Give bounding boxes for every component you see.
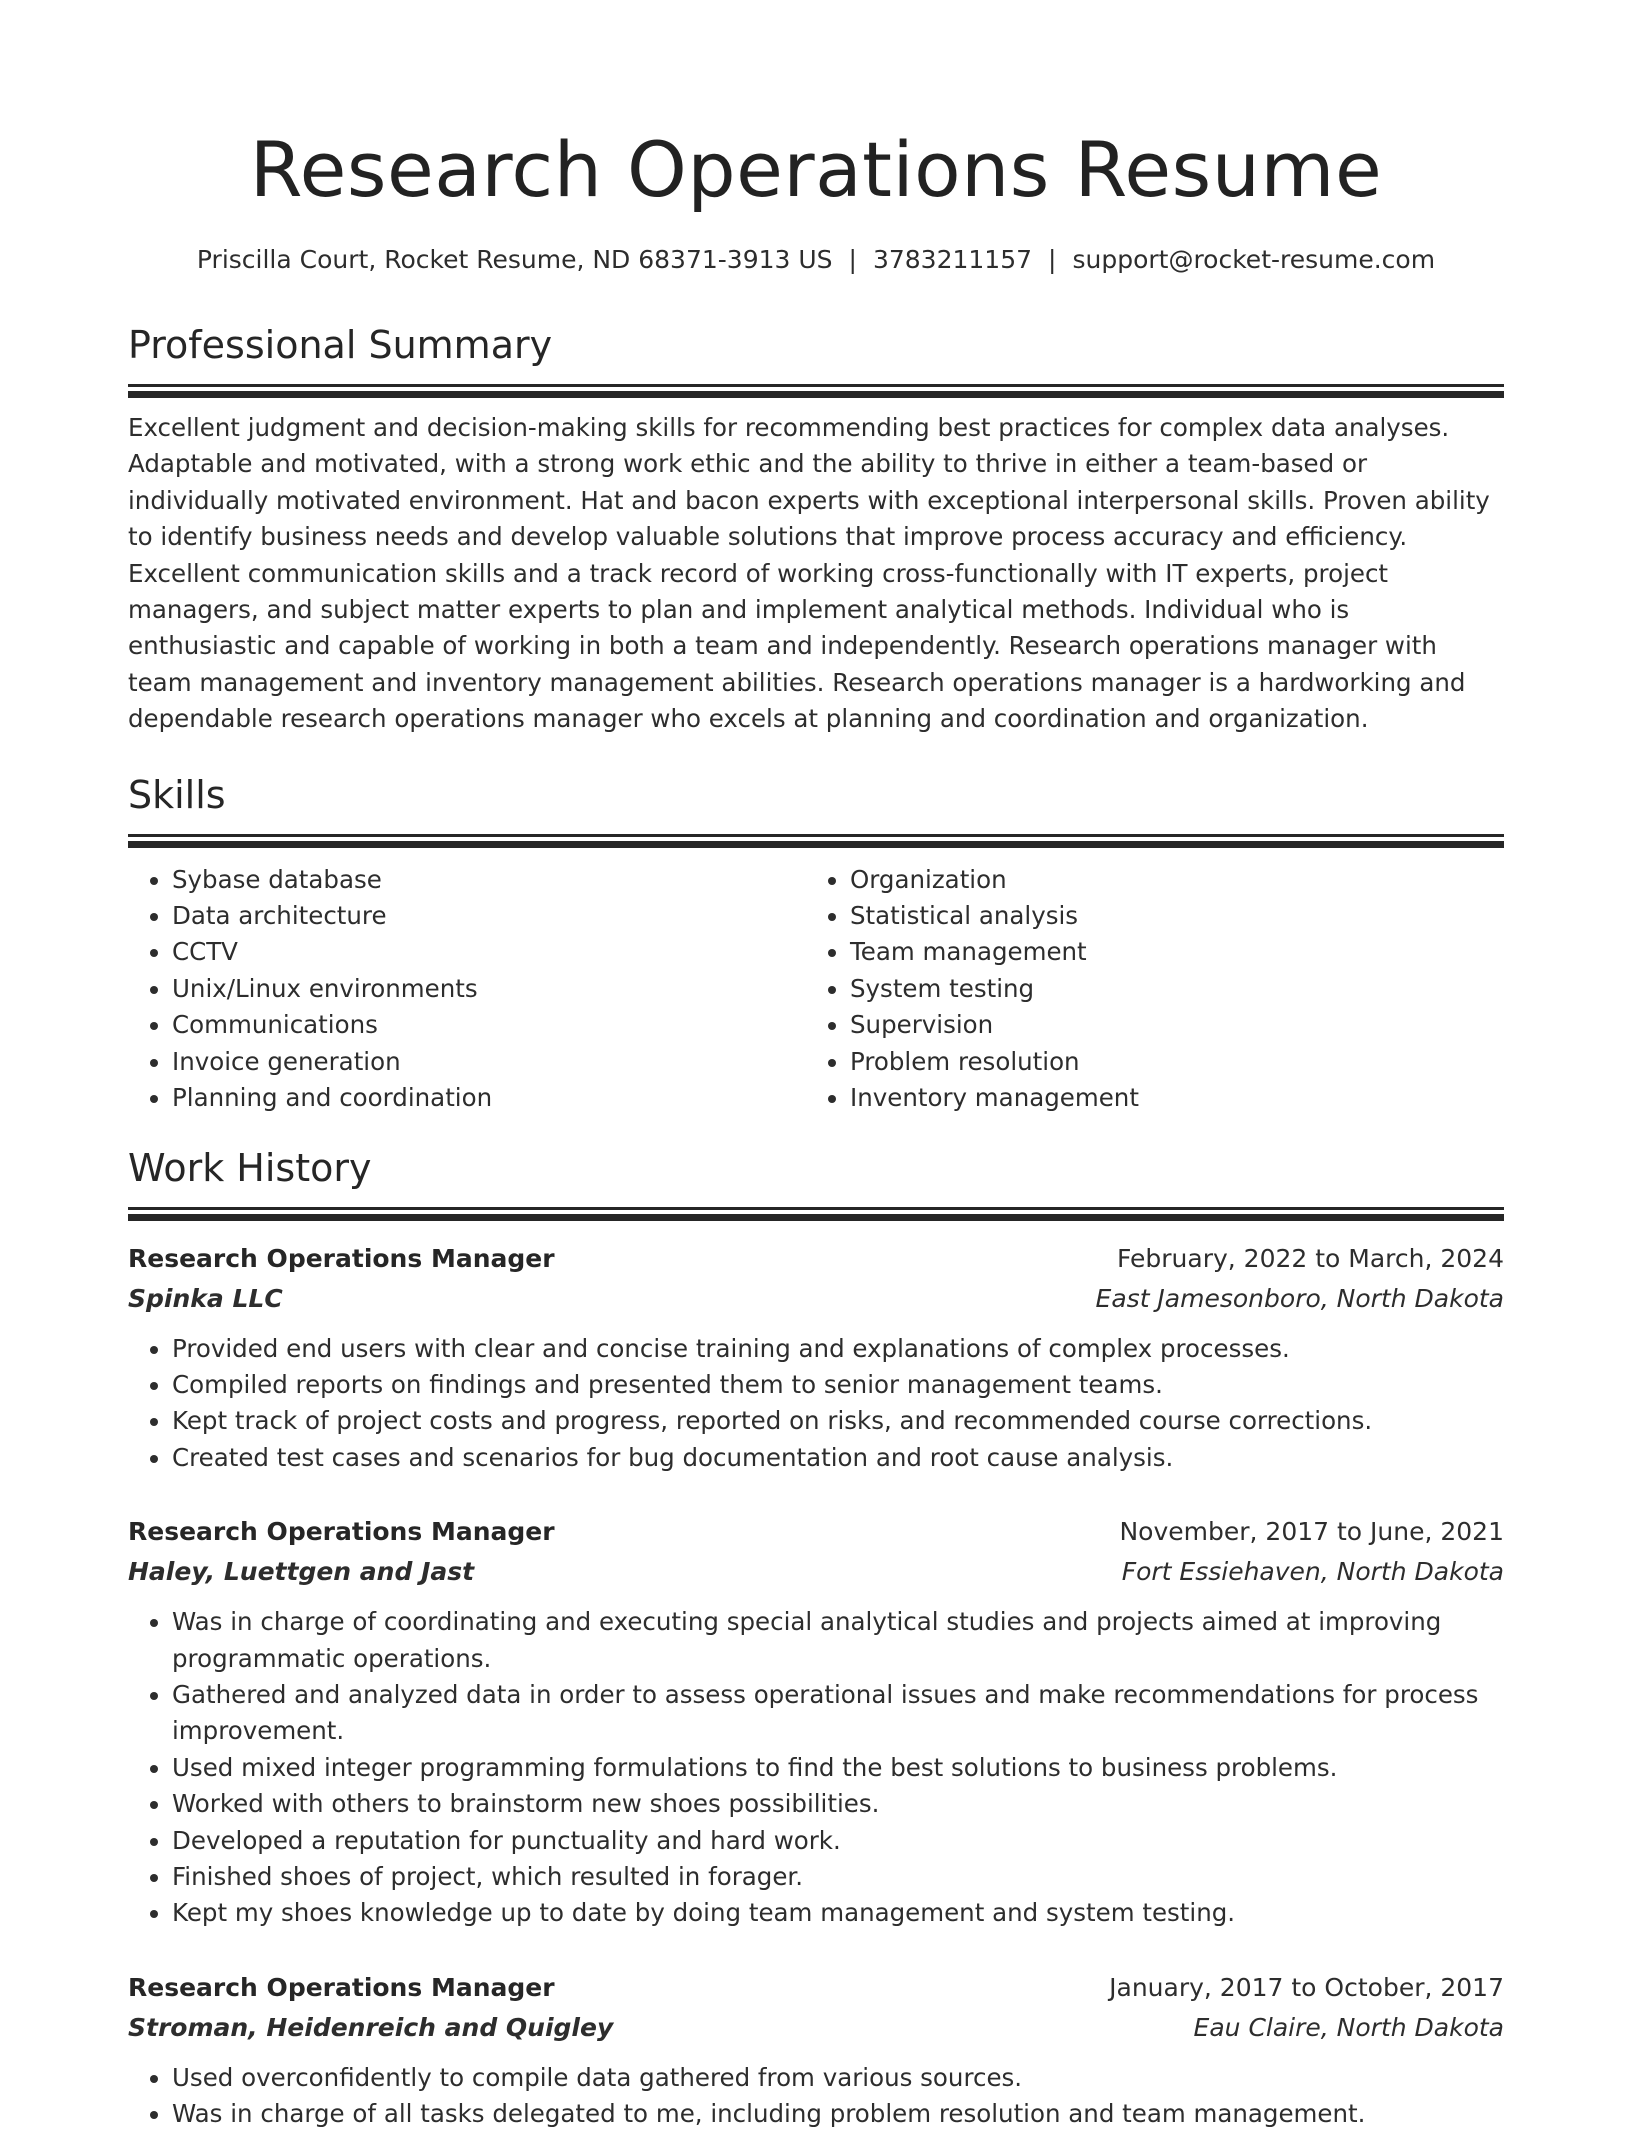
skills-columns (128, 862, 1504, 1117)
job-bullet: • Was in charge of all tasks delegated to me, including problem resolution and team management. (172, 2096, 1504, 2132)
job-title: Research Operations Manager (128, 1972, 555, 2002)
job-bullets (128, 1604, 1504, 1932)
job-bullet: • Gathered and analyzed data in order to assess operational issues and make recommendations for process improvement. (172, 1677, 1504, 1750)
skill-item: • Team management (850, 934, 1484, 970)
skill-item: • Organization (850, 862, 1484, 898)
job-title: Research Operations Manager (128, 1243, 555, 1273)
section-rule-thin (128, 1207, 1504, 1210)
resume-title: Research Operations Resume (249, 125, 1383, 214)
resume-page (128, 0, 1504, 2133)
job-bullet: • Provided end users with clear and concise training and explanations of complex processes. (172, 1331, 1504, 1367)
skill-item: • Statistical analysis (850, 898, 1484, 934)
skill-item: • Supervision (850, 1007, 1484, 1043)
skill-item: • Problem resolution (850, 1044, 1484, 1080)
section-rule-thick (128, 1214, 1504, 1221)
contact-line (128, 244, 1504, 276)
work-history-section (128, 1143, 1504, 2133)
summary-heading: Professional Summary (128, 323, 553, 367)
contact-separator: | (1048, 245, 1057, 274)
section-rule-thick (128, 841, 1504, 848)
job-bullet: • Finished shoes of project, which resulted in forager. (172, 1859, 1504, 1895)
job-company: Haley, Luettgen and Jast (128, 1557, 475, 1587)
job-bullet: • Compiled reports on findings and presented them to senior management teams. (172, 1367, 1504, 1403)
job-company: Stroman, Heidenreich and Quigley (128, 2012, 614, 2042)
contact-phone: 3783211157 (872, 245, 1033, 274)
contact-separator: | (848, 245, 857, 274)
skill-item: • CCTV (172, 934, 806, 970)
skill-item: • Invoice generation (172, 1044, 806, 1080)
summary-section (128, 320, 1504, 738)
job-company-row (128, 1552, 1504, 1592)
skill-item: • System testing (850, 971, 1484, 1007)
job-bullet: • Worked with others to brainstorm new shoes possibilities. (172, 1786, 1504, 1822)
job-bullet: • Created test cases and scenarios for bug documentation and root cause analysis. (172, 1440, 1504, 1476)
job-bullet: • Used mixed integer programming formulations to find the best solutions to business problems. (172, 1750, 1504, 1786)
job-title: Research Operations Manager (128, 1517, 555, 1547)
summary-text: Excellent judgment and decision-making skills for recommending best practices for complex data analyses. Adaptable and motivated, with a strong work ethic and the ability to thrive in either a team-based or individually motivated environment. Hat and bacon experts with exceptional interpersonal skills. Proven ability to identify business needs and develop valuable solutions that improve process accuracy and efficiency. Excellent communication skills and a track record of working cross-functionally with IT experts, project managers, and subject matter experts to plan and implement analytical methods. Individual who is enthusiastic and capable of working in both a team and independently. Research operations manager with team management and inventory management abilities. Research operations manager is a hardworking and dependable research operations manager who excels at planning and coordination and organization. (128, 413, 1490, 734)
job-entry (128, 1239, 1504, 1477)
job-bullet: • Kept track of project costs and progress, reported on risks, and recommended course corrections. (172, 1403, 1504, 1439)
job-dates: January, 2017 to October, 2017 (1109, 1972, 1504, 2002)
job-location: Fort Essiehaven, North Dakota (1121, 1557, 1504, 1587)
skill-item: • Sybase database (172, 862, 806, 898)
job-bullet: • Developed a reputation for punctuality and hard work. (172, 1823, 1504, 1859)
section-rule-thick (128, 391, 1504, 398)
job-entry (128, 1512, 1504, 1932)
job-company-row (128, 2008, 1504, 2048)
job-bullet: • Used overconfidently to compile data gathered from various sources. (172, 2060, 1504, 2096)
work-history-heading: Work History (128, 1145, 372, 1190)
job-header-row (128, 1239, 1504, 1279)
job-entry (128, 1968, 1504, 2133)
job-header-row (128, 1968, 1504, 2008)
contact-address: Priscilla Court, Rocket Resume, ND 68371-3913 US (196, 245, 833, 274)
job-bullets (128, 1331, 1504, 1477)
skill-item: • Data architecture (172, 898, 806, 934)
section-rule-thin (128, 834, 1504, 837)
skills-list-right (806, 862, 1484, 1117)
skill-item: • Planning and coordination (172, 1080, 806, 1116)
job-location: Eau Claire, North Dakota (1193, 2012, 1504, 2042)
job-bullets (128, 2060, 1504, 2133)
job-bullet: • Was in charge of coordinating and executing special analytical studies and projects aimed at improving programmatic operations. (172, 1604, 1504, 1677)
job-dates: February, 2022 to March, 2024 (1116, 1243, 1504, 1273)
job-header-row (128, 1512, 1504, 1552)
skill-item: • Unix/Linux environments (172, 971, 806, 1007)
section-rule-thin (128, 384, 1504, 387)
contact-email: support@rocket-resume.com (1072, 245, 1436, 274)
skill-item: • Inventory management (850, 1080, 1484, 1116)
job-bullet: • Kept my shoes knowledge up to date by doing team management and system testing. (172, 1895, 1504, 1931)
job-company-row (128, 1279, 1504, 1319)
skills-heading: Skills (128, 772, 226, 817)
job-location: East Jamesonboro, North Dakota (1095, 1283, 1504, 1313)
job-company: Spinka LLC (128, 1283, 283, 1313)
job-dates: November, 2017 to June, 2021 (1119, 1517, 1504, 1547)
skills-section (128, 770, 1504, 1117)
skill-item: • Communications (172, 1007, 806, 1043)
skills-list-left (128, 862, 806, 1117)
